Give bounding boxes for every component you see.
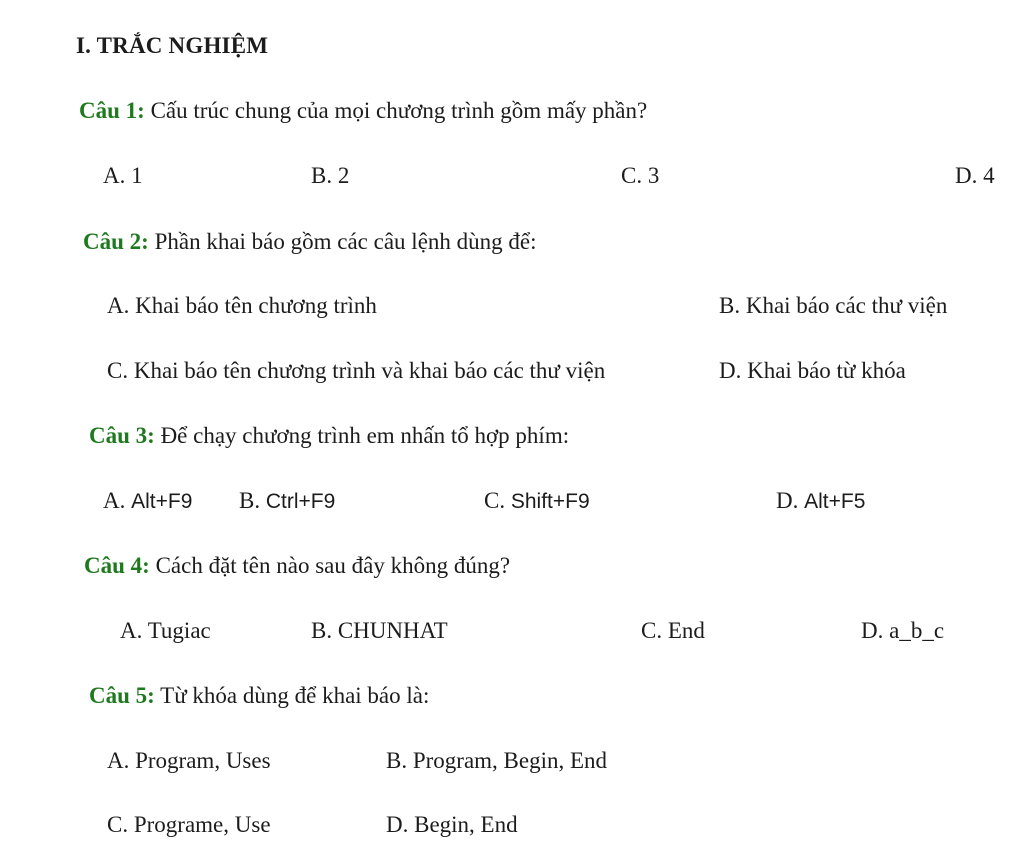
q5-option-a: A. Program, Uses — [107, 748, 271, 773]
q1-option-c: C. 3 — [621, 163, 660, 188]
question-3-text: Để chạy chương trình em nhấn tổ hợp phím: — [160, 423, 570, 448]
q2-option-d: D. Khai báo từ khóa — [719, 358, 906, 383]
question-4-label: Câu 4: — [84, 553, 150, 578]
q3-option-b-keys: Ctrl+F9 — [265, 490, 336, 513]
question-2-text: Phần khai báo gồm các câu lệnh dùng để: — [154, 229, 537, 254]
q4-option-d: D. a_b_c — [861, 618, 945, 643]
q3-option-d-keys: Alt+F5 — [804, 490, 866, 513]
section-title: I. TRẮC NGHIỆM — [76, 33, 269, 58]
question-3 — [89, 422, 569, 450]
q1-option-b: B. 2 — [311, 163, 350, 188]
q3-option-c-letter: C. — [484, 488, 506, 513]
q3-option-d — [776, 487, 865, 516]
question-1-label: Câu 1: — [79, 98, 145, 123]
q3-option-a-keys: Alt+F9 — [131, 490, 193, 513]
q3-option-b — [239, 487, 335, 516]
question-1 — [79, 97, 647, 125]
question-5 — [89, 682, 429, 710]
question-2 — [83, 228, 537, 256]
q5-option-c: C. Programe, Use — [107, 812, 271, 837]
question-4-text: Cách đặt tên nào sau đây không đúng? — [155, 553, 511, 578]
q4-option-c: C. End — [641, 618, 705, 643]
q3-option-b-letter: B. — [239, 488, 261, 513]
q3-option-c — [484, 487, 590, 516]
q2-option-c: C. Khai báo tên chương trình và khai báo các thư viện — [107, 358, 606, 383]
q3-option-c-keys: Shift+F9 — [510, 490, 590, 513]
question-5-label: Câu 5: — [89, 683, 155, 708]
q3-option-d-letter: D. — [776, 488, 799, 513]
q4-option-a: A. Tugiac — [120, 618, 211, 643]
q5-option-d: D. Begin, End — [386, 812, 518, 837]
question-3-label: Câu 3: — [89, 423, 155, 448]
q1-option-a: A. 1 — [103, 163, 143, 188]
q1-option-d: D. 4 — [955, 163, 995, 188]
q3-option-a — [103, 487, 192, 516]
q2-option-a: A. Khai báo tên chương trình — [107, 293, 377, 318]
question-5-text: Từ khóa dùng để khai báo là: — [160, 683, 430, 708]
q3-option-a-letter: A. — [103, 488, 126, 513]
q5-option-b: B. Program, Begin, End — [386, 748, 608, 773]
question-2-label: Câu 2: — [83, 229, 149, 254]
q2-option-b: B. Khai báo các thư viện — [719, 293, 948, 318]
q4-option-b: B. CHUNHAT — [311, 618, 448, 643]
question-4 — [84, 552, 510, 580]
question-1-text: Cấu trúc chung của mọi chương trình gồm mấy phần? — [150, 98, 648, 123]
